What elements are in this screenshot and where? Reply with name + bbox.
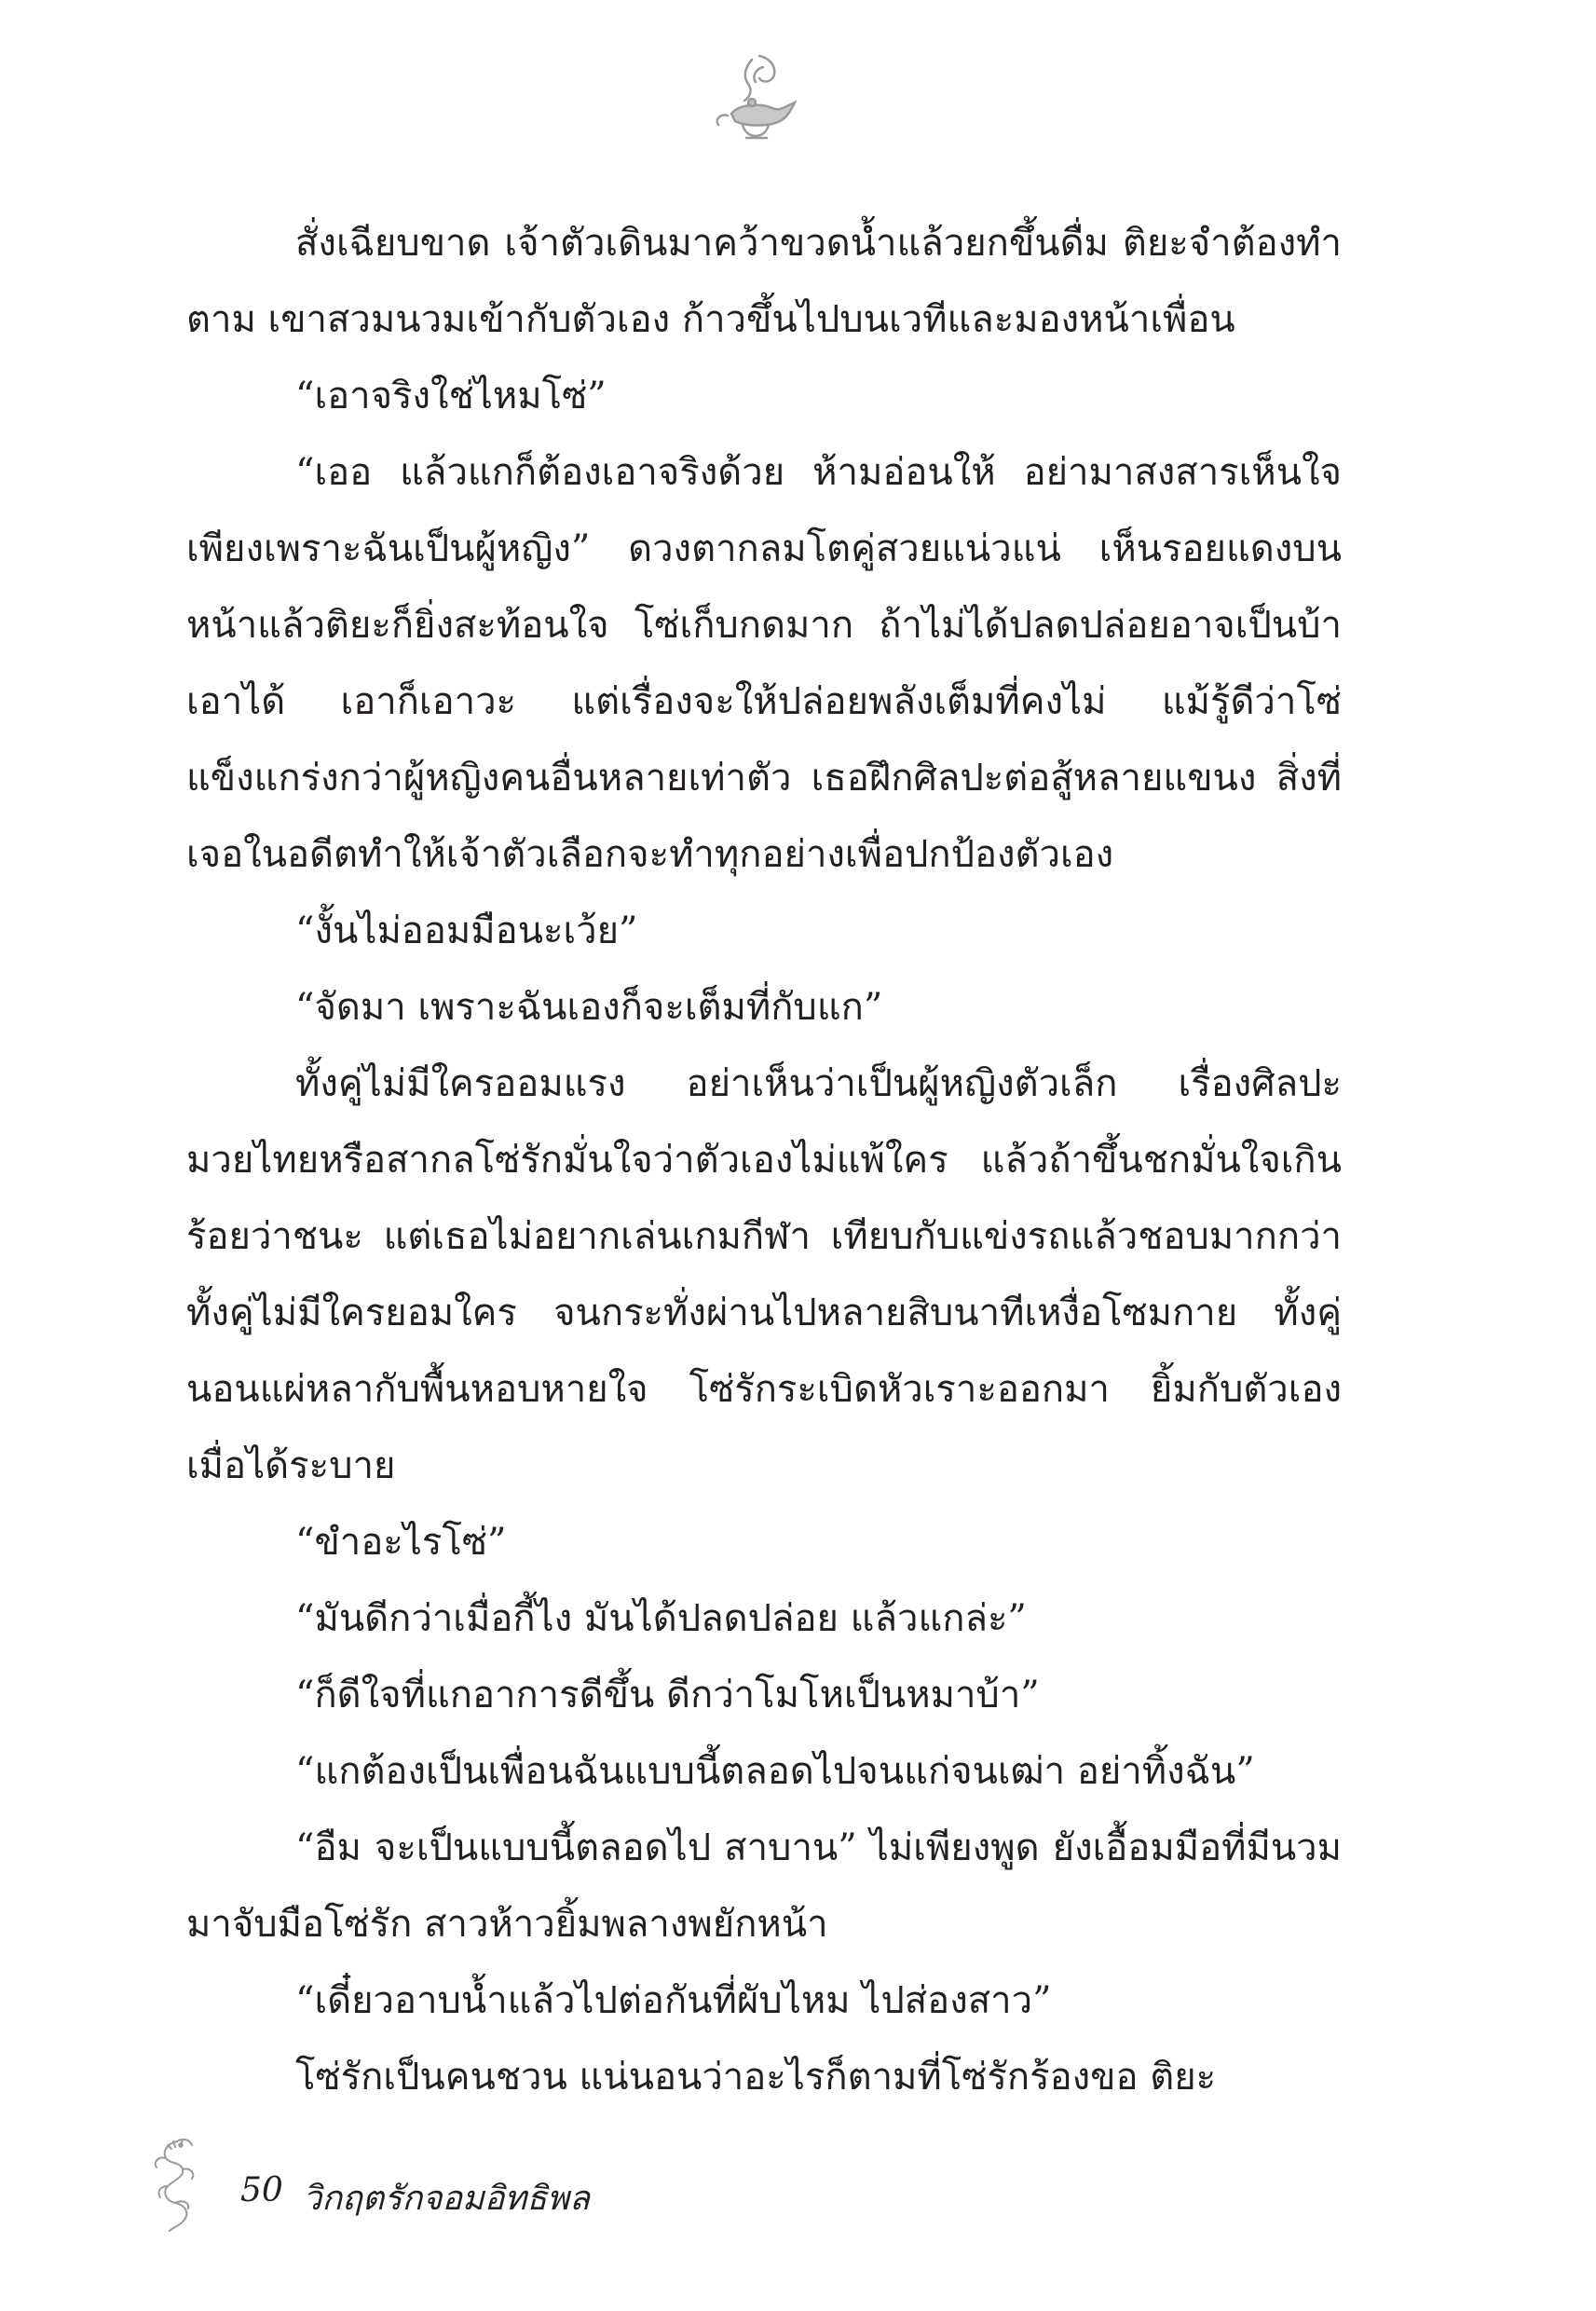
paragraph: สั่งเฉียบขาด เจ้าตัวเดินมาคว้าขวดน้ำแล้วยกขึ้นดื่ม ติยะจำต้องทำตาม เขาสวมนวมเข้ากับตัวเอง ก้าวขึ้นไปบนเวทีและมองหน้าเพื่อน	[186, 222, 1342, 341]
paragraph: “จัดมา เพราะฉันเองก็จะเต็มที่กับแก”	[295, 986, 883, 1029]
paragraph: “เดี๋ยวอาบน้ำแล้วไปต่อกันที่ผับไหม ไปส่องสาว”	[295, 1979, 1052, 2022]
genie-lamp-icon	[694, 48, 815, 151]
paragraph: “เอาจริงใช่ไหมโซ่”	[295, 375, 607, 417]
paragraph: “เออ แล้วแกก็ต้องเอาจริงด้วย ห้ามอ่อนให้ อย่ามาสงสารเห็นใจเพียงเพราะฉันเป็นผู้หญิง” ดวงตากลมโตคู่สวยแน่วแน่ เห็นรอยแดงบนหน้าแล้วติยะก็ยิ่งสะท้อนใจ โซ่เก็บกดมาก ถ้าไม่ได้ปลดปล่อยอาจเป็นบ้าเอาได้ เอาก็เอาวะ แต่เรื่องจะให้ปล่อยพลังเต็มที่คงไม่ แม้รู้ดีว่าโซ่แข็งแกร่งกว่าผู้หญิงคนอื่นหลายเท่าตัว เธอฝึกศิลปะต่อสู้หลายแขนง สิ่งที่เจอในอดีตทำให้เจ้าตัวเลือกจะทำทุกอย่างเพื่อปกป้องตัวเอง	[186, 451, 1342, 876]
paragraph: “อืม จะเป็นแบบนี้ตลอดไป สาบาน” ไม่เพียงพูด ยังเอื้อมมือที่มีนวมมาจับมือโซ่รัก สาวห้าวยิ้มพลางพยักหน้า	[186, 1826, 1342, 1946]
paragraph: “แกต้องเป็นเพื่อนฉันแบบนี้ตลอดไปจนแก่จนเฒ่า อย่าทิ้งฉัน”	[295, 1750, 1255, 1793]
running-title: วิกฤตรักจอมอิทธิพล	[303, 2180, 590, 2218]
paragraph: “งั้นไม่ออมมือนะเว้ย”	[295, 909, 638, 952]
paragraph: “ขำอะไรโซ่”	[295, 1521, 507, 1564]
paragraph: “มันดีกว่าเมื่อกี้ไง มันได้ปลดปล่อย แล้วแกล่ะ”	[295, 1597, 1027, 1640]
paragraph: “ก็ดีใจที่แกอาการดีขึ้น ดีกว่าโมโหเป็นหมาบ้า”	[295, 1674, 1040, 1716]
body-text	[186, 205, 1342, 2115]
paragraph: ทั้งคู่ไม่มีใครออมแรง อย่าเห็นว่าเป็นผู้หญิงตัวเล็ก เรื่องศิลปะมวยไทยหรือสากลโซ่รักมั่นใจว่าตัวเองไม่แพ้ใคร แล้วถ้าขึ้นชกมั่นใจเกินร้อยว่าชนะ แต่เธอไม่อยากเล่นเกมกีฬา เทียบกับแข่งรถแล้วชอบมากกว่า ทั้งคู่ไม่มีใครยอมใคร จนกระทั่งผ่านไปหลายสิบนาทีเหงื่อโซมกาย ทั้งคู่นอนแผ่หลากับพื้นหอบหายใจ โซ่รักระเบิดหัวเราะออกมา ยิ้มกับตัวเองเมื่อได้ระบาย	[186, 1062, 1342, 1487]
dragon-icon	[140, 2134, 214, 2236]
paragraph: โซ่รักเป็นคนชวน แน่นอนว่าอะไรก็ตามที่โซ่รักร้องขอ ติยะ	[295, 2056, 1217, 2099]
page-number: 50	[240, 2171, 283, 2209]
page-footer	[140, 2134, 792, 2236]
